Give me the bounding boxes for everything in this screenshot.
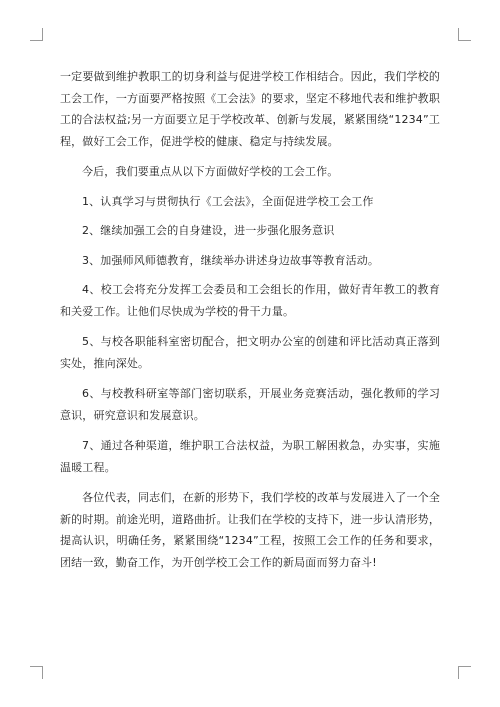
- paragraph-closing: 各位代表，同志们，在新的形势下，我们学校的改革与发展进入了一个全新的时期。前途光明，道路曲折。让我们在学校的支持下，进一步认清形势，提高认识，明确任务，紧紧围绕“1234”工程，按照工会工作的任务和要求，团结一致，勤奋工作，为开创学校工会工作的新局面而努力奋斗!: [60, 491, 440, 569]
- crop-mark-bottom-right: [458, 666, 471, 679]
- list-item-5: 5、与校各职能科室密切配合，把文明办公室的创建和评比活动真正落到实处，推向深处。: [60, 335, 440, 370]
- list-item-3: 3、加强师风师德教育，继续举办讲述身边故事等教育活动。: [82, 253, 380, 267]
- crop-mark-top-left: [30, 28, 43, 41]
- list-item-7: 7、通过各种渠道，维护职工合法权益，为职工解困救急，办实事，实施温暖工程。: [60, 439, 440, 474]
- paragraph-focus-heading: 今后，我们要重点从以下方面做好学校的工会工作。: [82, 165, 339, 178]
- list-item-1: 1、认真学习与贯彻执行《工会法》，全面促进学校工会工作: [82, 194, 374, 208]
- document-body: [60, 66, 440, 582]
- list-item-2: 2、继续加强工会的自身建设，进一步强化服务意识: [82, 224, 335, 237]
- crop-mark-bottom-left: [30, 666, 43, 679]
- paragraph-intro: 一定要做到维护教职工的切身利益与促进学校工作相结合。因此，我们学校的工会工作，一方面要严格按照《工会法》的要求，坚定不移地代表和维护教职工的合法权益;另一方面要立足于学校改革、创新与发展，紧紧围绕“1234”工程，做好工会工作，促进学校的健康、稳定与持续发展。: [60, 70, 440, 148]
- list-item-6: 6、与校教科研室等部门密切联系，开展业务竞赛活动，强化教师的学习意识，研究意识和发展意识。: [60, 387, 440, 422]
- crop-mark-top-right: [458, 28, 471, 41]
- list-item-4: 4、校工会将充分发挥工会委员和工会组长的作用，做好青年教工的教育和关爱工作。让他们尽快成为学校的骨干力量。: [60, 283, 440, 318]
